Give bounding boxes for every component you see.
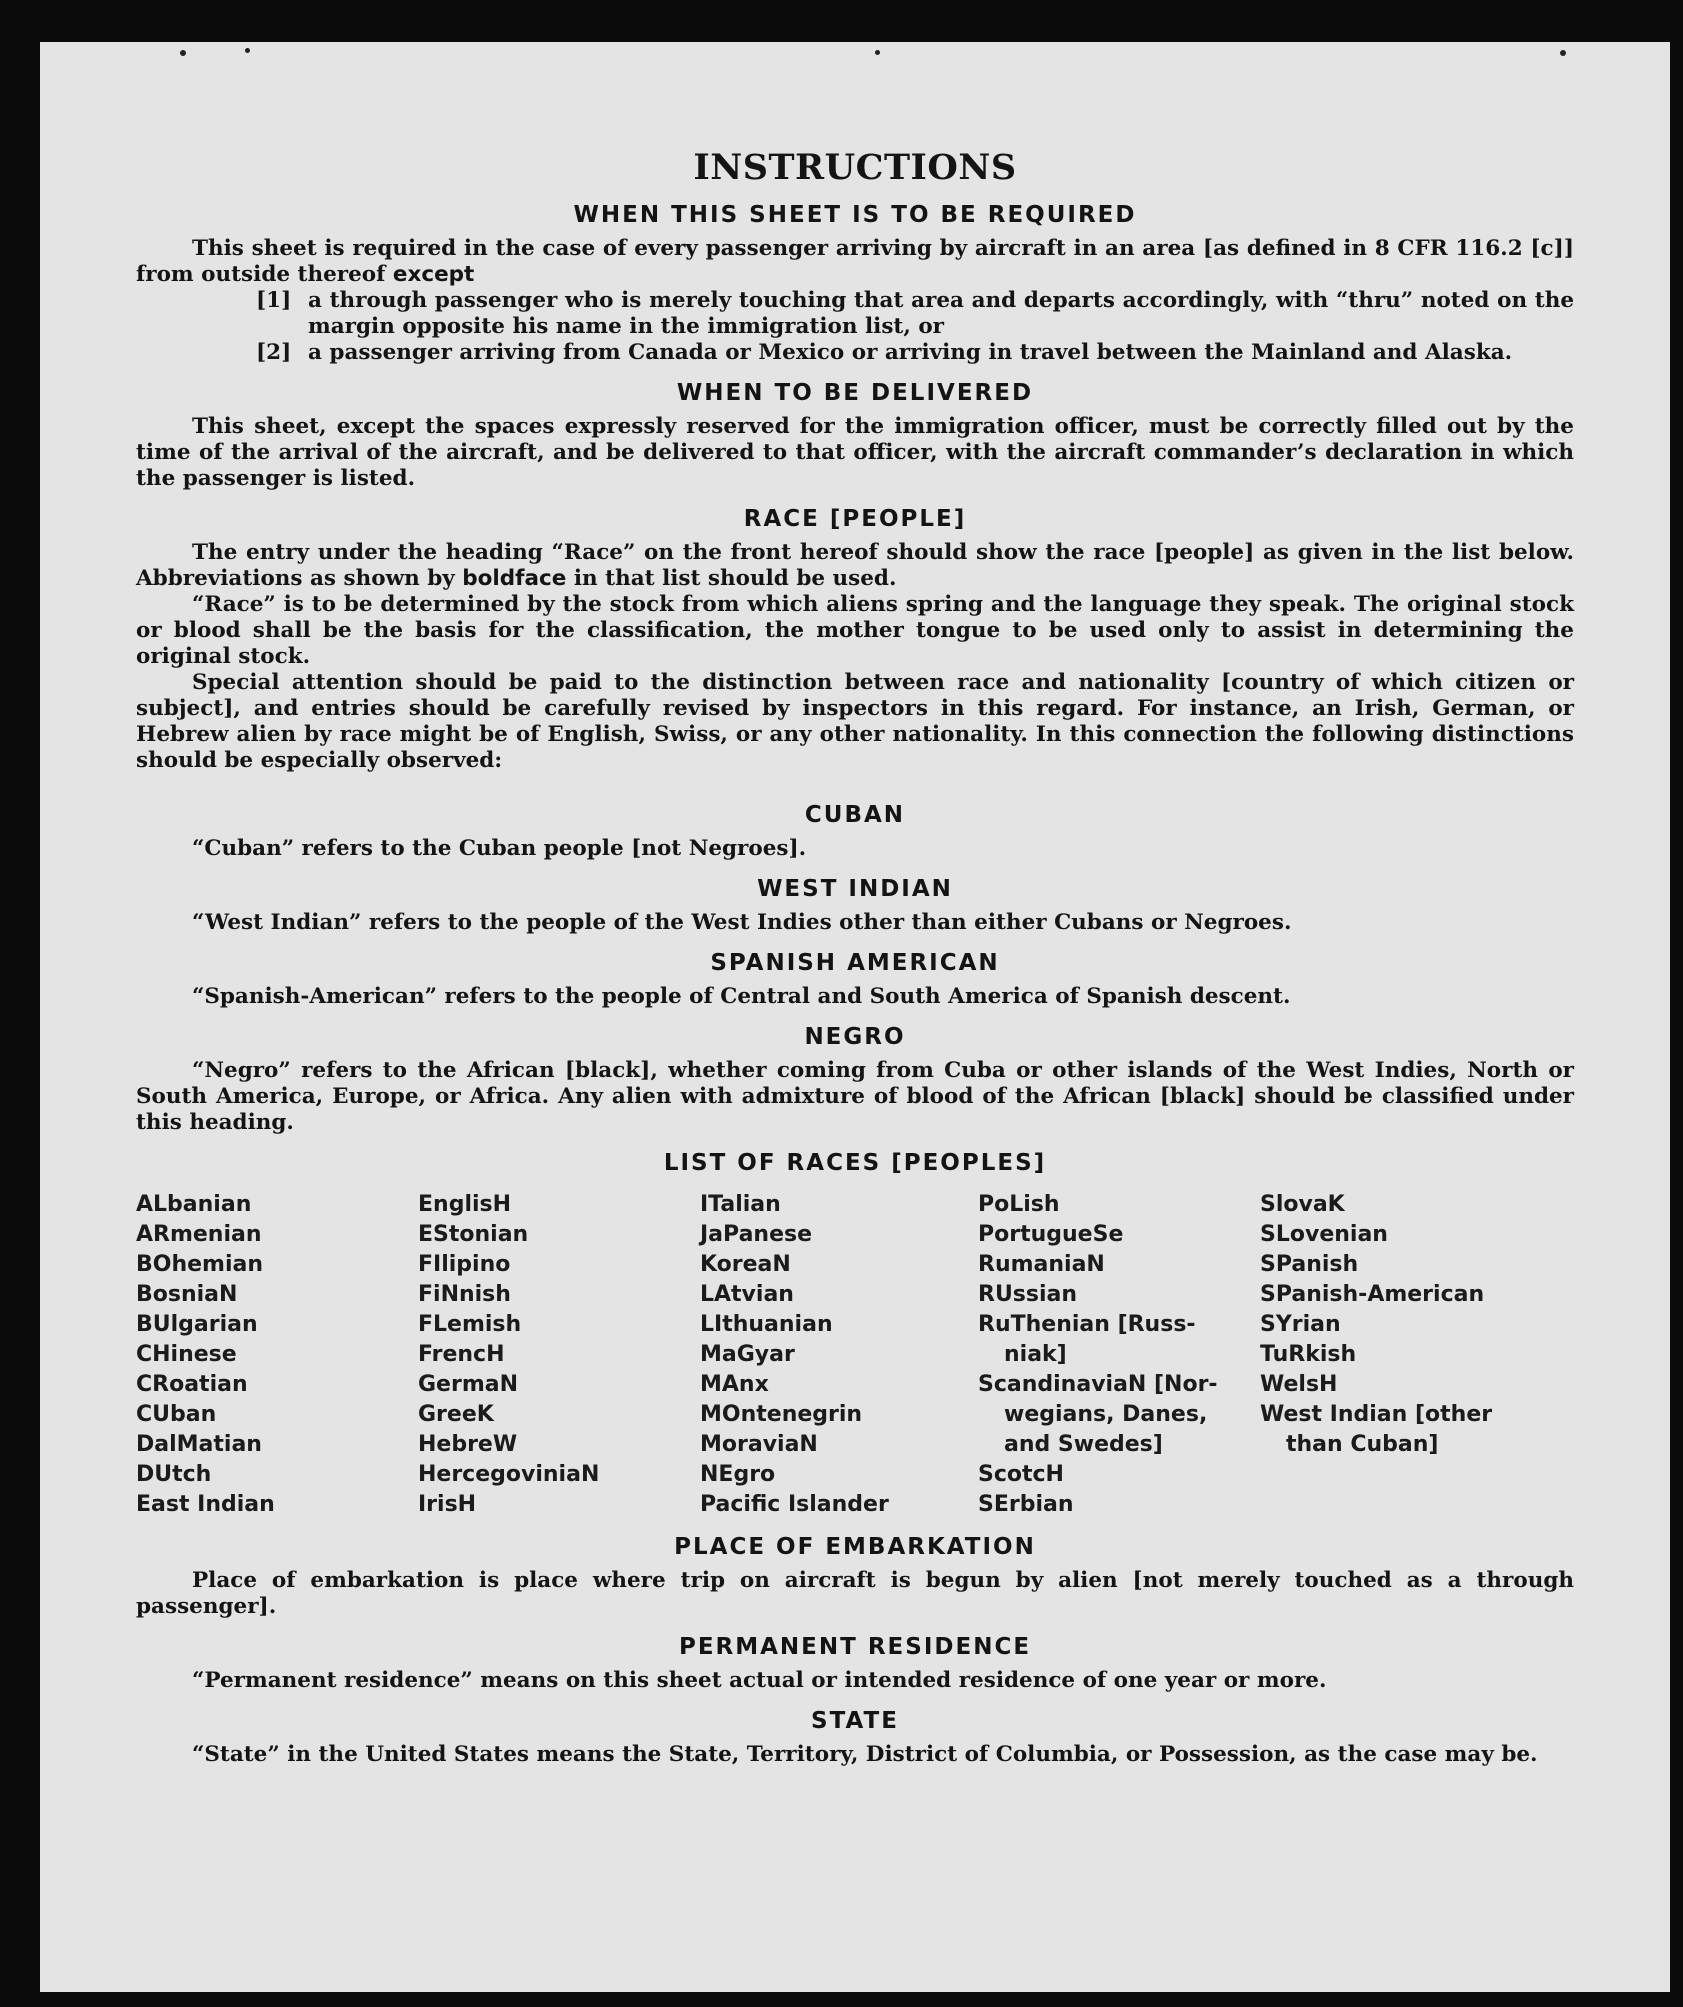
heading-spanish-american: SPANISH AMERICAN xyxy=(710,950,1000,976)
race-entry: SPanish xyxy=(1260,1252,1359,1277)
race-entry: RUssian xyxy=(978,1282,1078,1307)
race-p1-start: The entry under the heading “Race” on the front hereof should show the race [people] as given in the list below. Abbreviations as shown by xyxy=(136,540,1574,591)
heading-race: RACE [PEOPLE] xyxy=(743,506,967,532)
race-entry-continued: than Cuban] xyxy=(1286,1432,1439,1457)
race-entry: ScandinaviaN [Nor- xyxy=(978,1372,1218,1397)
heading-state: STATE xyxy=(811,1708,899,1734)
race-entry: EnglisH xyxy=(418,1192,512,1217)
race-entry: MAnx xyxy=(700,1372,769,1397)
embarkation-paragraph: Place of embarkation is place where trip on aircraft is begun by alien [not merely touched as a through passenger]. xyxy=(136,1568,1574,1619)
required-paragraph xyxy=(136,236,1574,288)
race-entry: MaGyar xyxy=(700,1342,795,1367)
exception-number: [2] xyxy=(256,340,292,365)
race-entry: DalMatian xyxy=(136,1432,262,1457)
race-entry-continued: wegians, Danes, xyxy=(1004,1402,1208,1427)
races-column-1 xyxy=(136,1190,418,1520)
races-list xyxy=(136,1190,1574,1520)
required-text: This sheet is required in the case of every passenger arriving by aircraft in an area [as defined in 8 CFR 116.2 [c]] from outside thereof xyxy=(136,236,1574,287)
race-entry: LAtvian xyxy=(700,1282,794,1307)
races-column-3 xyxy=(700,1190,978,1520)
race-entry: West Indian [other xyxy=(1260,1402,1493,1427)
race-entry: SLovenian xyxy=(1260,1222,1388,1247)
race-entry: FrencH xyxy=(418,1342,505,1367)
race-entry: ALbanian xyxy=(136,1192,252,1217)
delivered-paragraph: This sheet, except the spaces expressly reserved for the immigration officer, must be correctly filled out by the time of the arrival of the aircraft, and be delivered to that officer, with the aircraft commander’s declaration in which the passenger is listed. xyxy=(136,414,1574,491)
race-paragraph-3: Special attention should be paid to the distinction between race and nationality [country of which citizen or subject], and entries should be carefully revised by inspectors in this regard. For instance, an Irish, German, or Hebrew alien by race might be of English, Swiss, or any other nationality. In this connection the following distinctions should be especially observed: xyxy=(136,670,1574,773)
required-except: except xyxy=(392,262,475,287)
negro-paragraph: “Negro” refers to the African [black], whether coming from Cuba or other islands of the West Indies, North or South America, Europe, or Africa. Any alien with admixture of blood of the African [black] should be classified under this heading. xyxy=(136,1058,1574,1135)
west-indian-paragraph: “West Indian” refers to the people of the West Indies other than either Cubans or Negroes. xyxy=(192,910,1292,935)
state-paragraph: “State” in the United States means the State, Territory, District of Columbia, or Possession, as the case may be. xyxy=(192,1742,1538,1767)
speck xyxy=(1560,50,1566,56)
race-entry: Pacific Islander xyxy=(700,1492,889,1517)
heading-permanent-residence: PERMANENT RESIDENCE xyxy=(678,1634,1032,1660)
races-column-5 xyxy=(1260,1190,1542,1520)
cuban-paragraph: “Cuban” refers to the Cuban people [not Negroes]. xyxy=(192,836,807,861)
race-entry: CRoatian xyxy=(136,1372,248,1397)
race-entry: CUban xyxy=(136,1402,217,1427)
race-p1-boldface: boldface xyxy=(462,566,567,591)
residence-paragraph: “Permanent residence” means on this sheet actual or intended residence of one year or more. xyxy=(192,1668,1327,1693)
race-entry: WelsH xyxy=(1260,1372,1338,1397)
exceptions-list xyxy=(256,288,1574,366)
race-entry: SlovaK xyxy=(1260,1192,1345,1217)
race-paragraph-2: “Race” is to be determined by the stock from which aliens spring and the language they speak. The original stock or blood shall be the basis for the classification, the mother tongue to be used only to assist in determining the original stock. xyxy=(136,592,1574,669)
race-entry: CHinese xyxy=(136,1342,237,1367)
heading-list-of-races: LIST OF RACES [PEOPLES] xyxy=(663,1150,1047,1176)
race-entry: TuRkish xyxy=(1260,1342,1357,1367)
race-entry: FiNnish xyxy=(418,1282,511,1307)
race-entry: MoraviaN xyxy=(700,1432,818,1457)
race-entry: SPanish-American xyxy=(1260,1282,1485,1307)
speck xyxy=(245,48,250,53)
race-entry: BUlgarian xyxy=(136,1312,258,1337)
race-entry: IrisH xyxy=(418,1492,477,1517)
speck xyxy=(875,50,880,55)
race-entry: ScotcH xyxy=(978,1462,1064,1487)
race-paragraph-1 xyxy=(136,540,1574,592)
race-entry: EStonian xyxy=(418,1222,529,1247)
race-entry: HercegoviniaN xyxy=(418,1462,600,1487)
heading-when-delivered: WHEN TO BE DELIVERED xyxy=(676,380,1034,406)
race-entry: HebreW xyxy=(418,1432,518,1457)
heading-west-indian: WEST INDIAN xyxy=(757,876,953,902)
spanish-american-paragraph: “Spanish-American” refers to the people of Central and South America of Spanish descent. xyxy=(192,984,1291,1009)
race-entry: LIthuanian xyxy=(700,1312,833,1337)
race-entry: ARmenian xyxy=(136,1222,262,1247)
race-entry: SErbian xyxy=(978,1492,1074,1517)
race-entry: PoLish xyxy=(978,1192,1060,1217)
race-entry: BOhemian xyxy=(136,1252,264,1277)
heading-place-of-embarkation: PLACE OF EMBARKATION xyxy=(674,1534,1036,1560)
exception-text: a through passenger who is merely touching that area and departs accordingly, with “thru” noted on the margin opposite his name in the immigration list, or xyxy=(308,288,1574,339)
races-column-2 xyxy=(418,1190,700,1520)
race-entry-continued: and Swedes] xyxy=(1004,1432,1163,1457)
page-title: INSTRUCTIONS xyxy=(693,147,1017,188)
race-entry: BosniaN xyxy=(136,1282,238,1307)
speck xyxy=(180,50,186,56)
race-entry: SYrian xyxy=(1260,1312,1341,1337)
exception-item xyxy=(256,288,1574,340)
exception-number: [1] xyxy=(256,288,292,313)
heading-when-required: WHEN THIS SHEET IS TO BE REQUIRED xyxy=(573,202,1137,228)
heading-cuban: CUBAN xyxy=(804,802,906,828)
races-column-4 xyxy=(978,1190,1260,1520)
race-entry: GreeK xyxy=(418,1402,494,1427)
race-entry: RuThenian [Russ- xyxy=(978,1312,1196,1337)
heading-negro: NEGRO xyxy=(804,1024,906,1050)
instruction-sheet xyxy=(40,42,1670,1992)
race-entry-continued: niak] xyxy=(1004,1342,1067,1367)
race-entry: PortugueSe xyxy=(978,1222,1124,1247)
race-entry: FIlipino xyxy=(418,1252,511,1277)
race-entry: JaPanese xyxy=(700,1222,813,1247)
race-entry: FLemish xyxy=(418,1312,522,1337)
exception-text: a passenger arriving from Canada or Mexico or arriving in travel between the Mainland and Alaska. xyxy=(308,340,1513,365)
race-entry: NEgro xyxy=(700,1462,776,1487)
exception-item xyxy=(256,340,1574,366)
race-p1-end: in that list should be used. xyxy=(573,566,897,591)
race-entry: KoreaN xyxy=(700,1252,791,1277)
race-entry: East Indian xyxy=(136,1492,275,1517)
race-entry: GermaN xyxy=(418,1372,519,1397)
race-entry: RumaniaN xyxy=(978,1252,1105,1277)
race-entry: MOntenegrin xyxy=(700,1402,863,1427)
race-entry: DUtch xyxy=(136,1462,212,1487)
race-entry: ITalian xyxy=(700,1192,781,1217)
